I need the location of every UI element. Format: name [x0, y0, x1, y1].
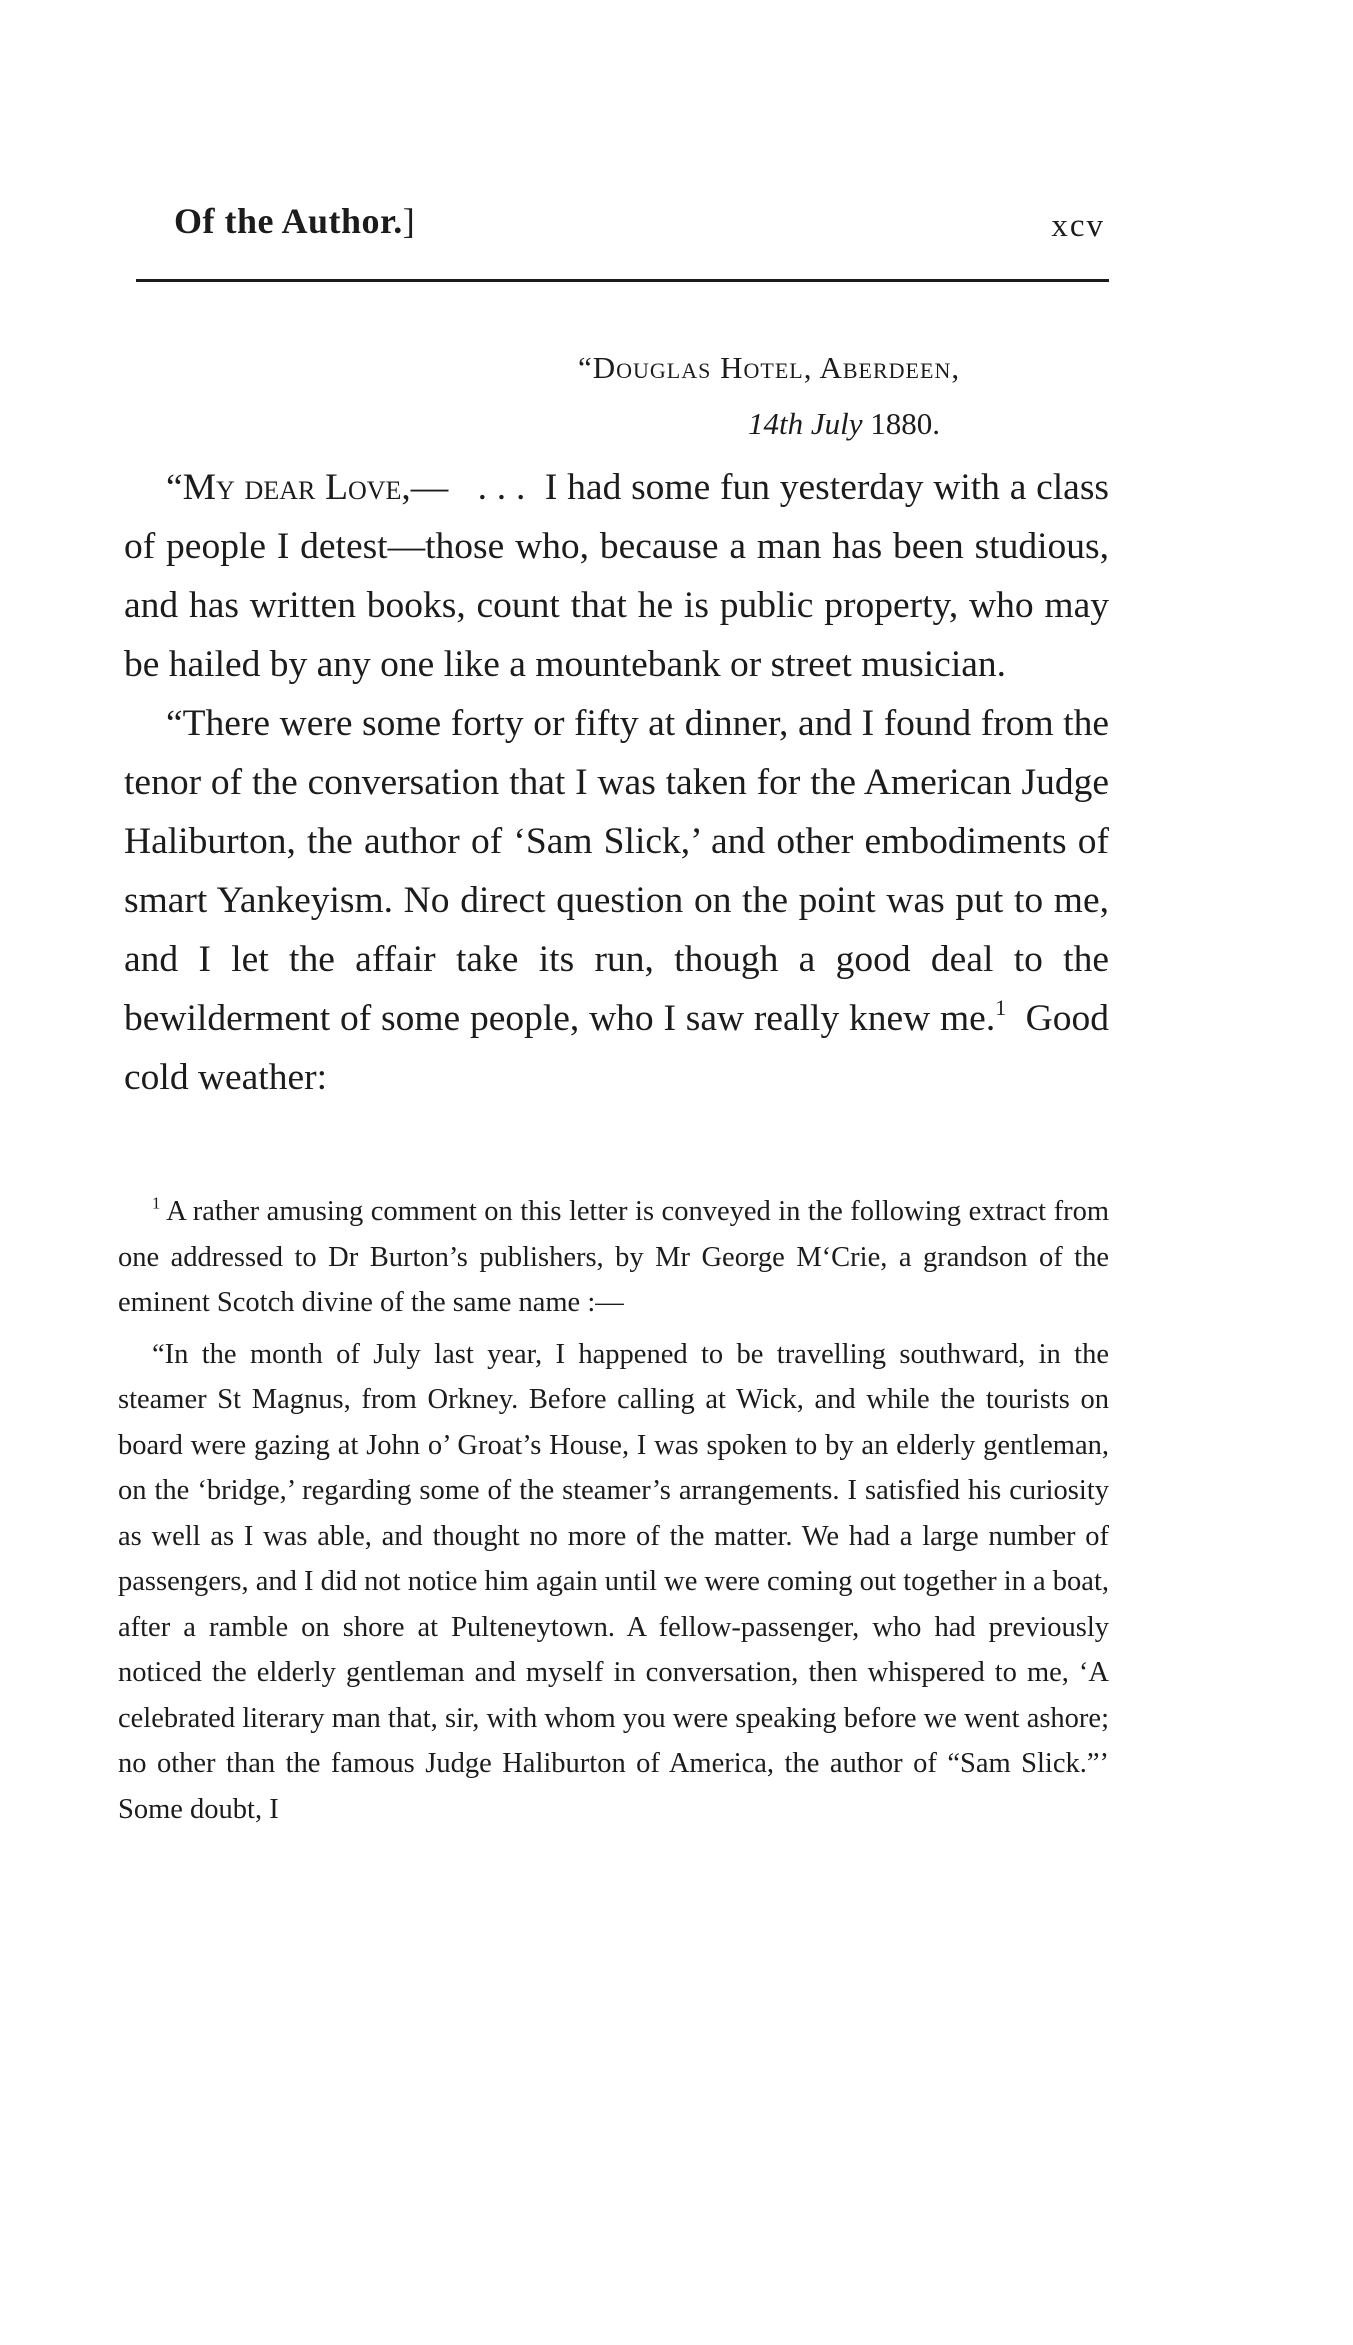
letter-paragraph-2-text: “There were some forty or fifty at dinner, and I found from the tenor of the conversation that I was taken for the American Judge Haliburton, the author of ‘Sam Slick,’ and other embodiments of smart Yankeyism. No direct question on the point was put to me, and I let the affair take its run, though a good deal to the bewilderment of some people, who I saw really knew me. [124, 703, 1109, 1039]
letter-paragraph-1-text: I had some fun yesterday with a class of people I detest—those who, because a man has been studious, and has written books, count that he is public property, who may be hailed by any one like a mountebank or street musician. [124, 467, 1110, 685]
footnote-reference[interactable]: 1 [995, 995, 1007, 1020]
letter-date-day: 14th July [748, 406, 863, 441]
letter-date [578, 396, 1070, 452]
letter-paragraph-2-tail: Good cold weather: [124, 998, 1110, 1098]
letter-dateline [578, 340, 1070, 452]
letter-body [124, 458, 1109, 1107]
page-number: xcv [1051, 208, 1105, 244]
footnote-1 [118, 1189, 1109, 1326]
footnote-marker: 1 [152, 1193, 161, 1213]
header-rule [136, 279, 1109, 282]
footnotes [118, 1189, 1109, 1832]
letter-paragraph-2 [124, 694, 1109, 1107]
footnote-1-quotation: “In the month of July last year, I happened to be travelling southward, in the steamer St Magnus, from Orkney. Before calling at Wick, and while the tourists on board were gazing at John o’ Groat’s House, I was spoken to by an elderly gentleman, on the ‘bridge,’ regarding some of the steamer’s arrangements. I satisfied his curiosity as well as I was able, and thought no more of the matter. We had a large number of passengers, and I did not notice him again until we were coming out together in a boat, after a ramble on shore at Pulteneytown. A fellow-passenger, who had previously noticed the elderly gentleman and myself in conversation, then whispered to me, ‘A celebrated literary man that, sir, with whom you were speaking before we went ashore; no other than the famous Judge Haliburton of America, the author of “Sam Slick.”’ Some doubt, I [118, 1338, 1109, 1825]
letter-salutation: “My dear Love,— [166, 467, 449, 508]
letter-place: “Douglas Hotel, Aberdeen, [578, 350, 961, 385]
running-title: Of the Author. [174, 201, 403, 241]
letter-ellipsis: . . . [477, 467, 526, 508]
running-title-bracket: ] [402, 201, 416, 241]
letter-paragraph-1 [124, 458, 1109, 694]
running-head [174, 200, 415, 242]
footnote-1-text: A rather amusing comment on this letter is conveyed in the following extract from one addressed to Dr Burton’s publishers, by Mr George M‘Crie, a grandson of the eminent Scotch divine of the same name :— [118, 1196, 1109, 1318]
letter-date-year: 1880. [870, 406, 940, 441]
